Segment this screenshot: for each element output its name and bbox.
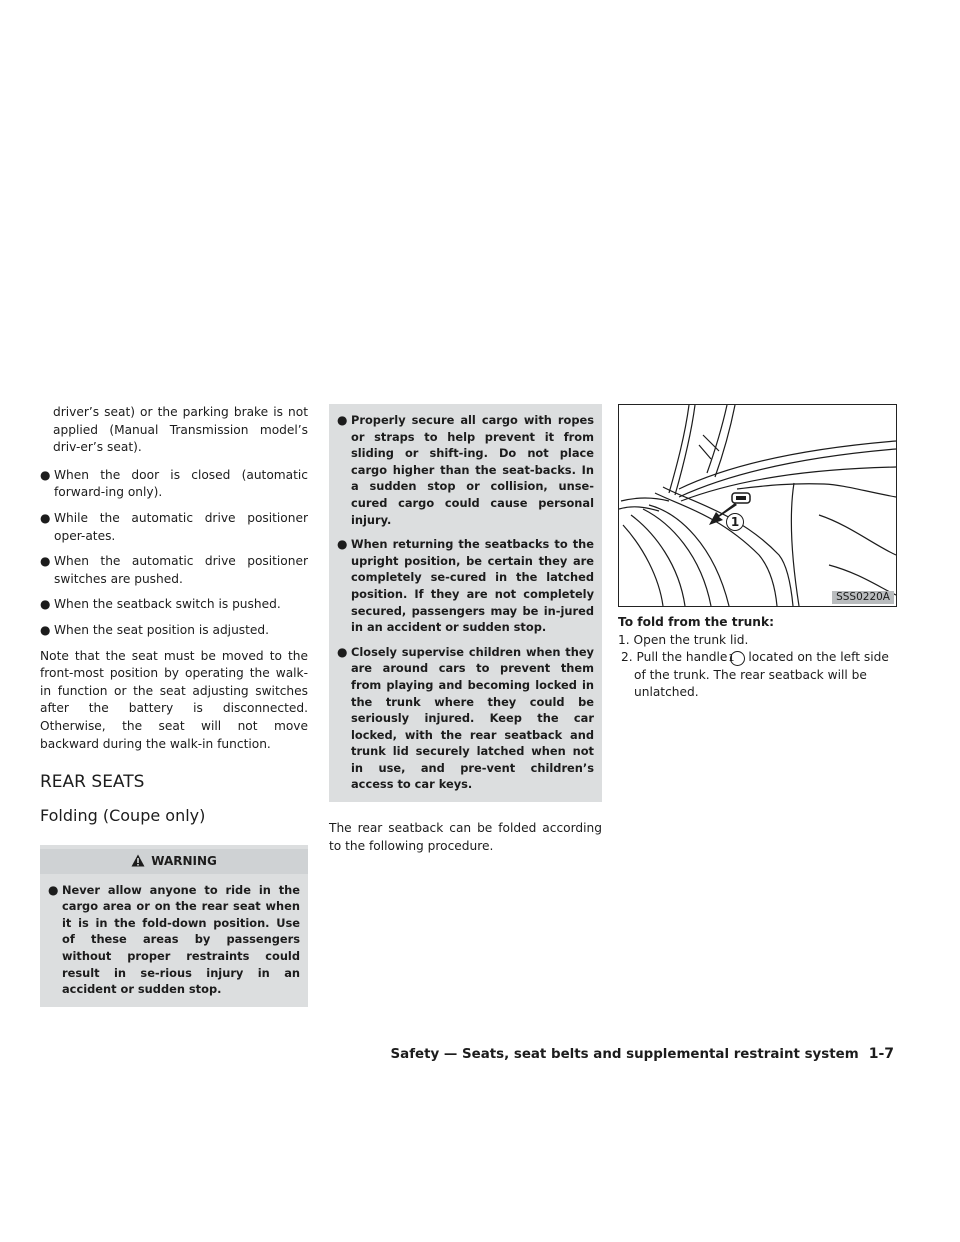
- warning-item: [337, 412, 594, 528]
- note-paragraph: Note that the seat must be moved to the front-most position by operating the walk-in function or the seat adjusting switches after the battery is disconnected. Otherwise, the seat will not move backward during the walk-in function.: [40, 648, 308, 751]
- callout-number: 1: [730, 515, 740, 529]
- list-item: [40, 467, 308, 502]
- list-item-text: When the seatback switch is pushed.: [54, 597, 281, 612]
- warning-item-text: Closely supervise children when they are around cars to prevent them from playing and becoming locked in the trunk where they could be seriously injured. Keep the car locked, with the rear seatback and trunk lid securely latched when not in use, and pre-vent children’s access to car keys.: [351, 644, 594, 792]
- bullet-icon: ●: [337, 644, 348, 659]
- procedure-intro: The rear seatback can be folded according to the following procedure.: [329, 821, 602, 853]
- column-2: [329, 404, 602, 865]
- section-heading: REAR SEATS: [40, 772, 145, 793]
- step-2-end: located on the left side of the trunk. The rear seatback will be unlatched.: [634, 650, 889, 700]
- bullet-icon: ●: [337, 537, 348, 552]
- bullet-icon: ●: [40, 554, 51, 569]
- list-item: [40, 622, 308, 640]
- warning-item: [48, 882, 300, 998]
- list-item: [40, 553, 308, 588]
- bullet-icon: ●: [40, 622, 51, 637]
- subsection-heading: Folding (Coupe only): [40, 806, 206, 826]
- list-item-text: When the automatic drive positioner switches are pushed.: [54, 554, 308, 586]
- step-2: [618, 649, 896, 702]
- step-2-start: 2. Pull the handle: [621, 650, 728, 665]
- callout-marker: [726, 513, 744, 531]
- page-footer: [391, 1046, 894, 1062]
- warning-item: [337, 644, 594, 793]
- footer-section-title: Safety — Seats, seat belts and supplemental restraint system: [390, 1047, 859, 1062]
- bullet-icon: ●: [40, 467, 51, 482]
- page-number: 1-7: [868, 1046, 894, 1062]
- bullet-icon: ●: [48, 882, 59, 897]
- step-1: 1. Open the trunk lid.: [618, 632, 749, 647]
- continued-text: driver’s seat) or the parking brake is not applied (Manual Transmission model’s driv-er’s seat).: [53, 405, 308, 455]
- warning-triangle-icon: [131, 854, 145, 867]
- warning-title: WARNING: [151, 854, 217, 869]
- bullet-icon: ●: [337, 413, 348, 427]
- trunk-illustration: [618, 404, 897, 607]
- warning-box-continued: [329, 404, 602, 802]
- warning-item-text: When returning the seatbacks to the upright position, be certain they are completely se-cured in the latched position. If they are not completely secured, passengers may be in-jured in an accident or sudden stop.: [351, 537, 594, 635]
- bullet-icon: ●: [40, 597, 51, 612]
- column-1: [40, 404, 308, 1007]
- list-item: [40, 596, 308, 614]
- list-item-text: While the automatic drive positioner oper-ates.: [54, 510, 308, 543]
- warning-box: [40, 845, 308, 1007]
- list-item-text: When the seat position is adjusted.: [54, 622, 270, 637]
- warning-item-text: Properly secure all cargo with ropes or straps to help prevent it from sliding or shift-ing. Do not place cargo higher than the seat-backs. In a sudden stop or collision, unse-cured cargo could cause personal injury.: [351, 413, 594, 527]
- warning-header: [40, 849, 308, 874]
- callout-circle-icon: 1: [730, 651, 745, 666]
- list-item-text: When the door is closed (automatic forward-ing only).: [54, 467, 308, 500]
- procedure-subheading: To fold from the trunk:: [618, 615, 774, 629]
- trunk-line-drawing: [619, 405, 896, 606]
- bullet-icon: ●: [40, 510, 51, 525]
- warning-item: [337, 536, 594, 636]
- column-3: [618, 404, 896, 702]
- list-item: [40, 510, 308, 545]
- figure-code: SSS0220A: [832, 591, 894, 604]
- warning-item-text: Never allow anyone to ride in the cargo area or on the rear seat when it is in the fold-down position. Use of these areas by passengers without proper restraints could result in se-rious injury in an accident or sudden stop.: [62, 882, 300, 997]
